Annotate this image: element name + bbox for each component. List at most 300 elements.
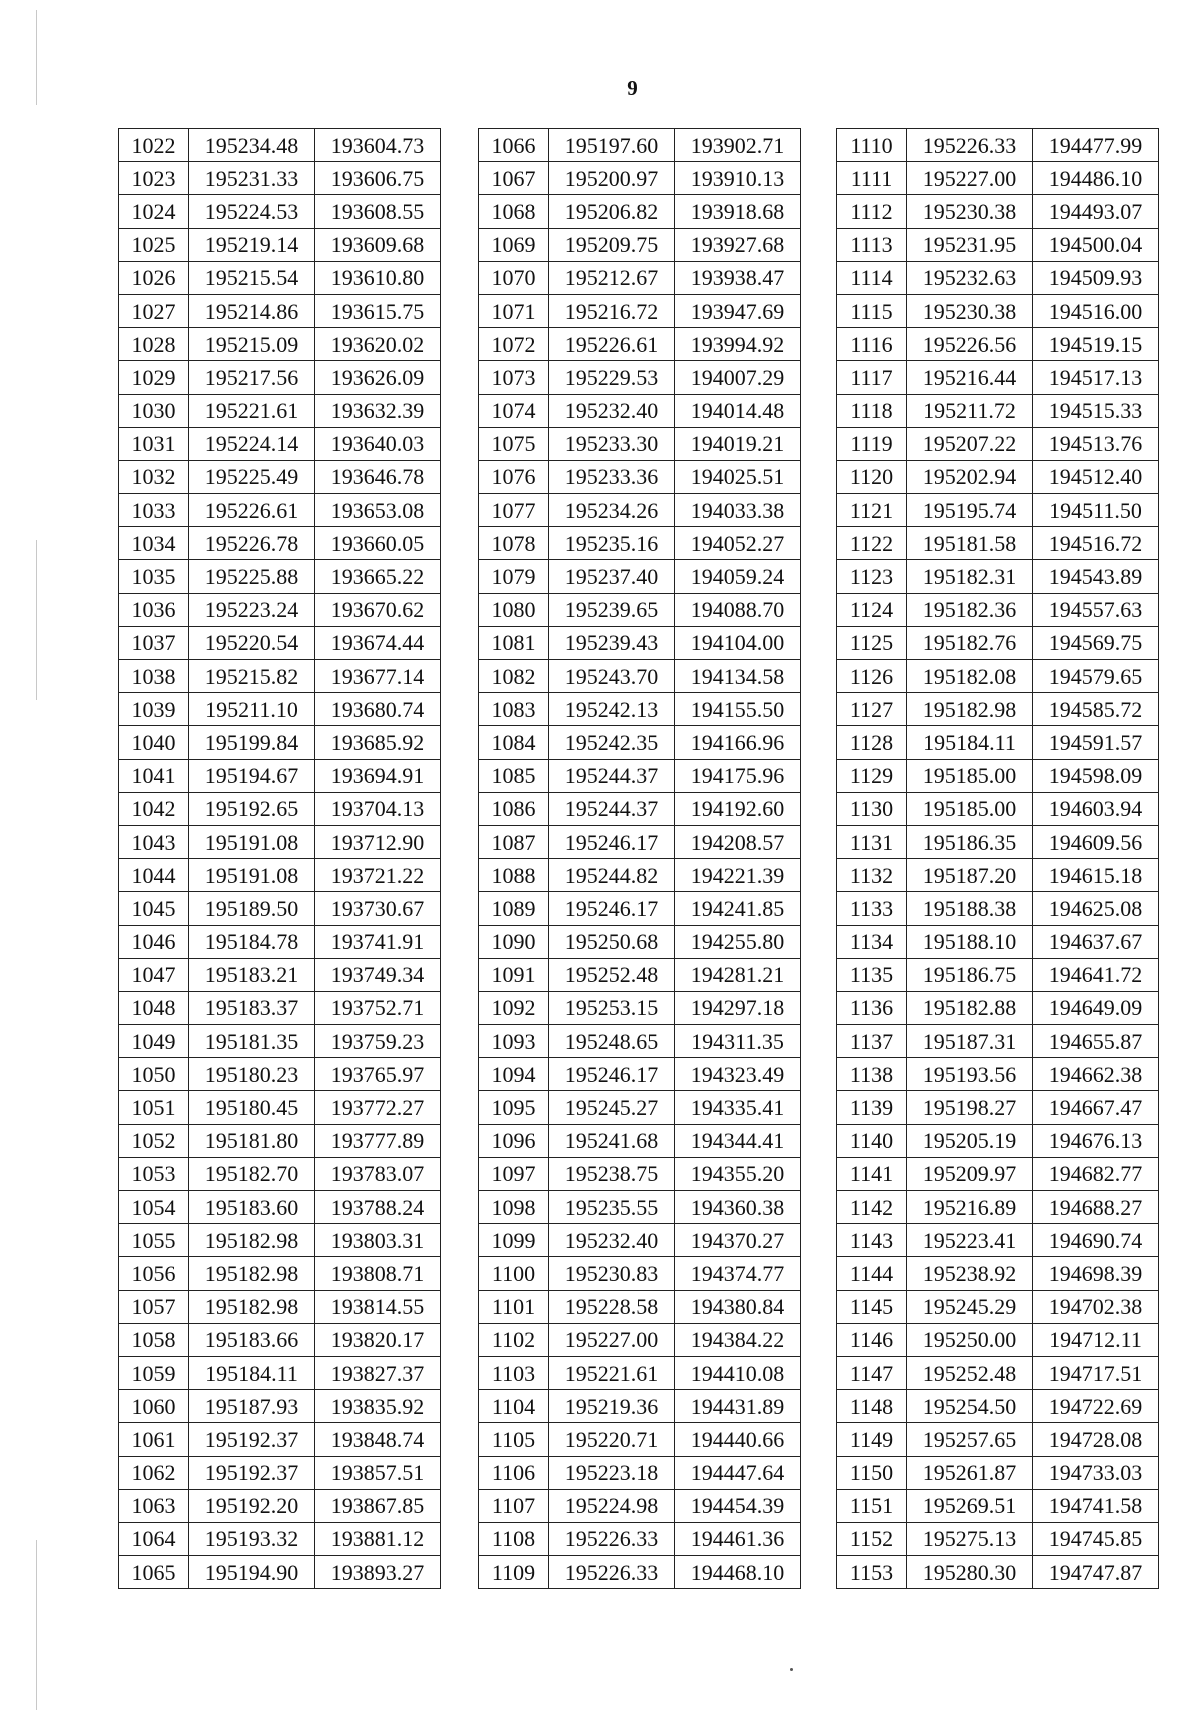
point-number-cell: 1043 [119, 825, 189, 858]
point-number-cell: 1052 [119, 1124, 189, 1157]
y-coordinate-cell: 193927.68 [675, 228, 801, 261]
y-coordinate-cell: 193848.74 [315, 1423, 441, 1456]
point-number-cell: 1113 [837, 228, 907, 261]
table-row [479, 991, 801, 1024]
x-coordinate-cell: 195182.98 [189, 1257, 315, 1290]
table-row [479, 261, 801, 294]
table-row [837, 859, 1159, 892]
table-row [119, 1556, 441, 1589]
x-coordinate-cell: 195216.72 [549, 294, 675, 327]
point-number-cell: 1060 [119, 1390, 189, 1423]
table-row [837, 1356, 1159, 1389]
y-coordinate-cell: 194255.80 [675, 925, 801, 958]
table-row [837, 228, 1159, 261]
point-number-cell: 1053 [119, 1157, 189, 1190]
point-number-cell: 1040 [119, 726, 189, 759]
point-number-cell: 1103 [479, 1356, 549, 1389]
table-row [479, 925, 801, 958]
y-coordinate-cell: 193752.71 [315, 991, 441, 1024]
y-coordinate-cell: 194609.56 [1033, 825, 1159, 858]
point-number-cell: 1108 [479, 1522, 549, 1555]
point-number-cell: 1128 [837, 726, 907, 759]
point-number-cell: 1059 [119, 1356, 189, 1389]
point-number-cell: 1116 [837, 328, 907, 361]
table-row [837, 294, 1159, 327]
y-coordinate-cell: 194297.18 [675, 991, 801, 1024]
y-coordinate-cell: 193721.22 [315, 859, 441, 892]
table-row [479, 1025, 801, 1058]
point-number-cell: 1095 [479, 1091, 549, 1124]
y-coordinate-cell: 194468.10 [675, 1556, 801, 1589]
table-row [837, 626, 1159, 659]
y-coordinate-cell: 193677.14 [315, 660, 441, 693]
x-coordinate-cell: 195235.16 [549, 527, 675, 560]
point-number-cell: 1109 [479, 1556, 549, 1589]
point-number-cell: 1047 [119, 958, 189, 991]
y-coordinate-cell: 194059.24 [675, 560, 801, 593]
table-row [837, 1124, 1159, 1157]
x-coordinate-cell: 195223.18 [549, 1456, 675, 1489]
y-coordinate-cell: 194175.96 [675, 759, 801, 792]
table-row [837, 1522, 1159, 1555]
y-coordinate-cell: 193938.47 [675, 261, 801, 294]
point-number-cell: 1078 [479, 527, 549, 560]
table-row [119, 1058, 441, 1091]
y-coordinate-cell: 194733.03 [1033, 1456, 1159, 1489]
x-coordinate-cell: 195209.75 [549, 228, 675, 261]
table-row [119, 825, 441, 858]
x-coordinate-cell: 195226.78 [189, 527, 315, 560]
point-number-cell: 1114 [837, 261, 907, 294]
table-row [837, 527, 1159, 560]
y-coordinate-cell: 194598.09 [1033, 759, 1159, 792]
point-number-cell: 1094 [479, 1058, 549, 1091]
x-coordinate-cell: 195227.00 [907, 162, 1033, 195]
point-number-cell: 1048 [119, 991, 189, 1024]
table-row [479, 460, 801, 493]
table-row [119, 859, 441, 892]
y-coordinate-cell: 194014.48 [675, 394, 801, 427]
table-row [479, 1224, 801, 1257]
point-number-cell: 1115 [837, 294, 907, 327]
y-coordinate-cell: 194722.69 [1033, 1390, 1159, 1423]
y-coordinate-cell: 194052.27 [675, 527, 801, 560]
x-coordinate-cell: 195238.75 [549, 1157, 675, 1190]
x-coordinate-cell: 195198.27 [907, 1091, 1033, 1124]
table-row [837, 991, 1159, 1024]
x-coordinate-cell: 195241.68 [549, 1124, 675, 1157]
x-coordinate-cell: 195214.86 [189, 294, 315, 327]
y-coordinate-cell: 193632.39 [315, 394, 441, 427]
x-coordinate-cell: 195217.56 [189, 361, 315, 394]
table-row [119, 1390, 441, 1423]
table-row [479, 1091, 801, 1124]
x-coordinate-cell: 195224.98 [549, 1489, 675, 1522]
table-row [119, 991, 441, 1024]
x-coordinate-cell: 195185.00 [907, 759, 1033, 792]
x-coordinate-cell: 195182.31 [907, 560, 1033, 593]
x-coordinate-cell: 195245.27 [549, 1091, 675, 1124]
table-row [479, 228, 801, 261]
x-coordinate-cell: 195248.65 [549, 1025, 675, 1058]
y-coordinate-cell: 194676.13 [1033, 1124, 1159, 1157]
x-coordinate-cell: 195181.35 [189, 1025, 315, 1058]
y-coordinate-cell: 193609.68 [315, 228, 441, 261]
point-number-cell: 1062 [119, 1456, 189, 1489]
y-coordinate-cell: 193777.89 [315, 1124, 441, 1157]
y-coordinate-cell: 194509.93 [1033, 261, 1159, 294]
x-coordinate-cell: 195234.26 [549, 494, 675, 527]
table-row [119, 892, 441, 925]
x-coordinate-cell: 195205.19 [907, 1124, 1033, 1157]
y-coordinate-cell: 194033.38 [675, 494, 801, 527]
table-row [479, 361, 801, 394]
coordinate-table-1 [118, 128, 441, 1589]
point-number-cell: 1050 [119, 1058, 189, 1091]
table-row [479, 494, 801, 527]
table-row [837, 1224, 1159, 1257]
table-row [837, 693, 1159, 726]
table-row [479, 195, 801, 228]
point-number-cell: 1131 [837, 825, 907, 858]
table-row [119, 494, 441, 527]
point-number-cell: 1064 [119, 1522, 189, 1555]
point-number-cell: 1137 [837, 1025, 907, 1058]
table-row [837, 1423, 1159, 1456]
y-coordinate-cell: 193730.67 [315, 892, 441, 925]
point-number-cell: 1152 [837, 1522, 907, 1555]
x-coordinate-cell: 195199.84 [189, 726, 315, 759]
x-coordinate-cell: 195239.65 [549, 593, 675, 626]
y-coordinate-cell: 193827.37 [315, 1356, 441, 1389]
point-number-cell: 1069 [479, 228, 549, 261]
point-number-cell: 1102 [479, 1323, 549, 1356]
table-row [119, 759, 441, 792]
x-coordinate-cell: 195216.44 [907, 361, 1033, 394]
table-row [119, 129, 441, 162]
x-coordinate-cell: 195254.50 [907, 1390, 1033, 1423]
y-coordinate-cell: 193759.23 [315, 1025, 441, 1058]
x-coordinate-cell: 195186.75 [907, 958, 1033, 991]
point-number-cell: 1123 [837, 560, 907, 593]
y-coordinate-cell: 194585.72 [1033, 693, 1159, 726]
table-row [479, 560, 801, 593]
x-coordinate-cell: 195275.13 [907, 1522, 1033, 1555]
y-coordinate-cell: 194591.57 [1033, 726, 1159, 759]
y-coordinate-cell: 193608.55 [315, 195, 441, 228]
point-number-cell: 1046 [119, 925, 189, 958]
table-row [837, 958, 1159, 991]
x-coordinate-cell: 195209.97 [907, 1157, 1033, 1190]
x-coordinate-cell: 195225.49 [189, 460, 315, 493]
y-coordinate-cell: 193670.62 [315, 593, 441, 626]
point-number-cell: 1071 [479, 294, 549, 327]
y-coordinate-cell: 193665.22 [315, 560, 441, 593]
table-row [119, 1224, 441, 1257]
point-number-cell: 1084 [479, 726, 549, 759]
table-row [119, 1025, 441, 1058]
y-coordinate-cell: 193660.05 [315, 527, 441, 560]
x-coordinate-cell: 195246.17 [549, 892, 675, 925]
x-coordinate-cell: 195183.60 [189, 1191, 315, 1224]
x-coordinate-cell: 195192.37 [189, 1423, 315, 1456]
point-number-cell: 1135 [837, 958, 907, 991]
y-coordinate-cell: 194637.67 [1033, 925, 1159, 958]
y-coordinate-cell: 194281.21 [675, 958, 801, 991]
y-coordinate-cell: 194500.04 [1033, 228, 1159, 261]
y-coordinate-cell: 194557.63 [1033, 593, 1159, 626]
coordinate-table-2 [478, 128, 801, 1589]
point-number-cell: 1044 [119, 859, 189, 892]
y-coordinate-cell: 194155.50 [675, 693, 801, 726]
y-coordinate-cell: 193653.08 [315, 494, 441, 527]
y-coordinate-cell: 194543.89 [1033, 560, 1159, 593]
x-coordinate-cell: 195230.38 [907, 294, 1033, 327]
x-coordinate-cell: 195230.83 [549, 1257, 675, 1290]
point-number-cell: 1133 [837, 892, 907, 925]
y-coordinate-cell: 194440.66 [675, 1423, 801, 1456]
point-number-cell: 1129 [837, 759, 907, 792]
y-coordinate-cell: 194241.85 [675, 892, 801, 925]
table-row [119, 394, 441, 427]
table-row [479, 1058, 801, 1091]
point-number-cell: 1144 [837, 1257, 907, 1290]
point-number-cell: 1107 [479, 1489, 549, 1522]
table-row [479, 660, 801, 693]
point-number-cell: 1067 [479, 162, 549, 195]
table-row [837, 1191, 1159, 1224]
point-number-cell: 1086 [479, 792, 549, 825]
y-coordinate-cell: 194515.33 [1033, 394, 1159, 427]
y-coordinate-cell: 193881.12 [315, 1522, 441, 1555]
y-coordinate-cell: 193615.75 [315, 294, 441, 327]
table-row [479, 162, 801, 195]
point-number-cell: 1057 [119, 1290, 189, 1323]
x-coordinate-cell: 195242.35 [549, 726, 675, 759]
y-coordinate-cell: 193947.69 [675, 294, 801, 327]
x-coordinate-cell: 195207.22 [907, 427, 1033, 460]
point-number-cell: 1073 [479, 361, 549, 394]
table-row [119, 1157, 441, 1190]
x-coordinate-cell: 195212.67 [549, 261, 675, 294]
y-coordinate-cell: 194344.41 [675, 1124, 801, 1157]
table-row [479, 328, 801, 361]
x-coordinate-cell: 195211.10 [189, 693, 315, 726]
table-row [119, 228, 441, 261]
table-row [479, 1290, 801, 1323]
point-number-cell: 1085 [479, 759, 549, 792]
point-number-cell: 1068 [479, 195, 549, 228]
x-coordinate-cell: 195192.65 [189, 792, 315, 825]
point-number-cell: 1072 [479, 328, 549, 361]
point-number-cell: 1141 [837, 1157, 907, 1190]
x-coordinate-cell: 195192.20 [189, 1489, 315, 1522]
x-coordinate-cell: 195226.56 [907, 328, 1033, 361]
y-coordinate-cell: 194088.70 [675, 593, 801, 626]
x-coordinate-cell: 195261.87 [907, 1456, 1033, 1489]
x-coordinate-cell: 195211.72 [907, 394, 1033, 427]
x-coordinate-cell: 195223.41 [907, 1224, 1033, 1257]
point-number-cell: 1087 [479, 825, 549, 858]
x-coordinate-cell: 195269.51 [907, 1489, 1033, 1522]
point-number-cell: 1130 [837, 792, 907, 825]
y-coordinate-cell: 193994.92 [675, 328, 801, 361]
point-number-cell: 1104 [479, 1390, 549, 1423]
table-row [119, 1489, 441, 1522]
table-row [119, 1323, 441, 1356]
point-number-cell: 1127 [837, 693, 907, 726]
table-row [479, 859, 801, 892]
point-number-cell: 1151 [837, 1489, 907, 1522]
y-coordinate-cell: 193765.97 [315, 1058, 441, 1091]
y-coordinate-cell: 194579.65 [1033, 660, 1159, 693]
x-coordinate-cell: 195233.36 [549, 460, 675, 493]
table-row [119, 195, 441, 228]
x-coordinate-cell: 195250.00 [907, 1323, 1033, 1356]
point-number-cell: 1058 [119, 1323, 189, 1356]
x-coordinate-cell: 195182.08 [907, 660, 1033, 693]
y-coordinate-cell: 194682.77 [1033, 1157, 1159, 1190]
y-coordinate-cell: 193867.85 [315, 1489, 441, 1522]
y-coordinate-cell: 193604.73 [315, 129, 441, 162]
y-coordinate-cell: 193788.24 [315, 1191, 441, 1224]
x-coordinate-cell: 195280.30 [907, 1556, 1033, 1589]
x-coordinate-cell: 195182.70 [189, 1157, 315, 1190]
point-number-cell: 1051 [119, 1091, 189, 1124]
x-coordinate-cell: 195226.33 [907, 129, 1033, 162]
table-row [837, 494, 1159, 527]
y-coordinate-cell: 193712.90 [315, 825, 441, 858]
point-number-cell: 1140 [837, 1124, 907, 1157]
y-coordinate-cell: 194461.36 [675, 1522, 801, 1555]
table-row [119, 361, 441, 394]
y-coordinate-cell: 194511.50 [1033, 494, 1159, 527]
table-row [837, 759, 1159, 792]
table-row [837, 261, 1159, 294]
table-row [119, 1290, 441, 1323]
x-coordinate-cell: 195242.13 [549, 693, 675, 726]
point-number-cell: 1124 [837, 593, 907, 626]
point-number-cell: 1089 [479, 892, 549, 925]
y-coordinate-cell: 194380.84 [675, 1290, 801, 1323]
point-number-cell: 1082 [479, 660, 549, 693]
table-row [119, 261, 441, 294]
x-coordinate-cell: 195224.14 [189, 427, 315, 460]
point-number-cell: 1090 [479, 925, 549, 958]
table-row [837, 328, 1159, 361]
x-coordinate-cell: 195244.82 [549, 859, 675, 892]
x-coordinate-cell: 195244.37 [549, 759, 675, 792]
x-coordinate-cell: 195246.17 [549, 825, 675, 858]
point-number-cell: 1110 [837, 129, 907, 162]
x-coordinate-cell: 195257.65 [907, 1423, 1033, 1456]
table-row [119, 427, 441, 460]
x-coordinate-cell: 195184.11 [189, 1356, 315, 1389]
point-number-cell: 1091 [479, 958, 549, 991]
y-coordinate-cell: 194493.07 [1033, 195, 1159, 228]
y-coordinate-cell: 193835.92 [315, 1390, 441, 1423]
scan-edge-mark [36, 540, 37, 700]
table-row [837, 1456, 1159, 1489]
y-coordinate-cell: 194747.87 [1033, 1556, 1159, 1589]
point-number-cell: 1139 [837, 1091, 907, 1124]
point-number-cell: 1034 [119, 527, 189, 560]
x-coordinate-cell: 195225.88 [189, 560, 315, 593]
x-coordinate-cell: 195215.09 [189, 328, 315, 361]
y-coordinate-cell: 194516.00 [1033, 294, 1159, 327]
x-coordinate-cell: 195193.56 [907, 1058, 1033, 1091]
point-number-cell: 1117 [837, 361, 907, 394]
table-row [479, 394, 801, 427]
point-number-cell: 1054 [119, 1191, 189, 1224]
x-coordinate-cell: 195220.71 [549, 1423, 675, 1456]
table-row [837, 1091, 1159, 1124]
y-coordinate-cell: 193814.55 [315, 1290, 441, 1323]
x-coordinate-cell: 195221.61 [549, 1356, 675, 1389]
table-row [119, 1356, 441, 1389]
table-row [119, 693, 441, 726]
point-number-cell: 1037 [119, 626, 189, 659]
y-coordinate-cell: 193694.91 [315, 759, 441, 792]
y-coordinate-cell: 194134.58 [675, 660, 801, 693]
x-coordinate-cell: 195226.61 [189, 494, 315, 527]
table-row [119, 660, 441, 693]
x-coordinate-cell: 195224.53 [189, 195, 315, 228]
y-coordinate-cell: 194477.99 [1033, 129, 1159, 162]
point-number-cell: 1032 [119, 460, 189, 493]
point-number-cell: 1074 [479, 394, 549, 427]
y-coordinate-cell: 194323.49 [675, 1058, 801, 1091]
x-coordinate-cell: 195182.36 [907, 593, 1033, 626]
x-coordinate-cell: 195253.15 [549, 991, 675, 1024]
table-row [479, 1390, 801, 1423]
y-coordinate-cell: 194615.18 [1033, 859, 1159, 892]
y-coordinate-cell: 193610.80 [315, 261, 441, 294]
table-row [479, 1191, 801, 1224]
table-row [479, 1456, 801, 1489]
y-coordinate-cell: 194025.51 [675, 460, 801, 493]
scan-speck [790, 1668, 793, 1671]
point-number-cell: 1099 [479, 1224, 549, 1257]
y-coordinate-cell: 194166.96 [675, 726, 801, 759]
table-row [479, 129, 801, 162]
y-coordinate-cell: 193674.44 [315, 626, 441, 659]
x-coordinate-cell: 195191.08 [189, 825, 315, 858]
x-coordinate-cell: 195243.70 [549, 660, 675, 693]
table-row [479, 726, 801, 759]
x-coordinate-cell: 195191.08 [189, 859, 315, 892]
table-row [119, 1091, 441, 1124]
point-number-cell: 1146 [837, 1323, 907, 1356]
table-row [119, 294, 441, 327]
x-coordinate-cell: 195188.38 [907, 892, 1033, 925]
x-coordinate-cell: 195200.97 [549, 162, 675, 195]
x-coordinate-cell: 195184.78 [189, 925, 315, 958]
x-coordinate-cell: 195186.35 [907, 825, 1033, 858]
point-number-cell: 1121 [837, 494, 907, 527]
point-number-cell: 1080 [479, 593, 549, 626]
y-coordinate-cell: 194519.15 [1033, 328, 1159, 361]
table-row [479, 892, 801, 925]
table-row [837, 162, 1159, 195]
point-number-cell: 1063 [119, 1489, 189, 1522]
table-row [837, 1323, 1159, 1356]
x-coordinate-cell: 195193.32 [189, 1522, 315, 1555]
table-row [837, 1257, 1159, 1290]
x-coordinate-cell: 195202.94 [907, 460, 1033, 493]
y-coordinate-cell: 194517.13 [1033, 361, 1159, 394]
y-coordinate-cell: 194712.11 [1033, 1323, 1159, 1356]
